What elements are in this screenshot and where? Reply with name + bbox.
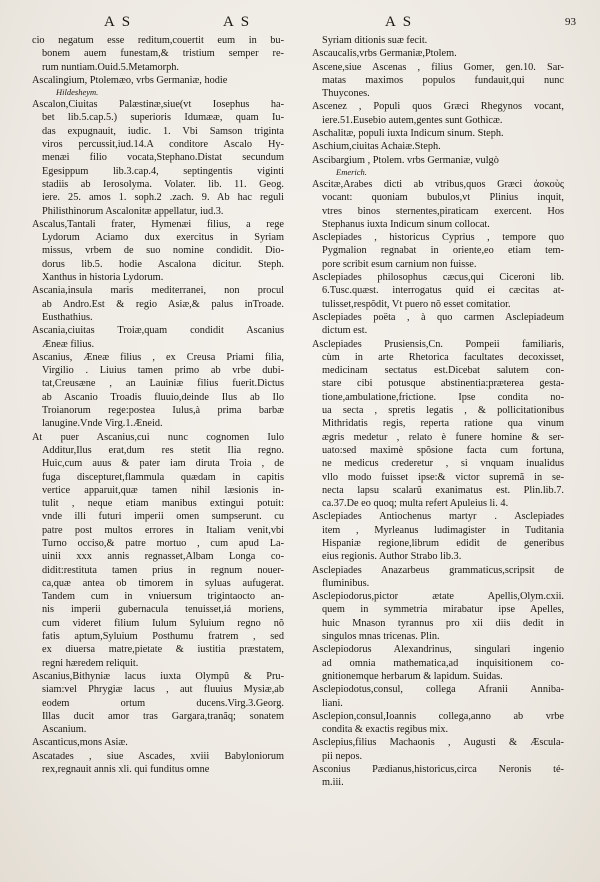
entry-line: Pygmalion regnabat in oriente,eo etiam tem- bbox=[322, 245, 564, 257]
entry-line: rex,regnauit annis xli. qui funditus omne bbox=[42, 764, 210, 776]
entry-line: bonem auem funestam,& tristium semper re- bbox=[42, 48, 284, 60]
page-number: 93 bbox=[565, 16, 576, 28]
entry-line: matas maximos populos fundauit,qui nunc bbox=[322, 74, 564, 86]
dictionary-entry bbox=[312, 683, 564, 710]
dictionary-entry bbox=[32, 324, 284, 351]
entry-line: item , Myrleanus ludimagister in Tuditania bbox=[322, 524, 564, 536]
dictionary-entry bbox=[32, 218, 284, 284]
entry-line: Ascitæ,Arabes dicti ab vtribus,quos Græci ἀσκοὺς bbox=[312, 178, 564, 190]
entry-line: gnitionemque herbarum & lapidum. Suidas. bbox=[322, 670, 503, 682]
entry-line: Ascania,ciuitas Troiæ,quam condidit Ascanius bbox=[32, 325, 284, 337]
entry-line: Eusthathius. bbox=[42, 311, 93, 323]
entry-line: Egesippum lib.3.cap.4, septingentis viginti bbox=[42, 165, 284, 177]
dictionary-entry bbox=[312, 643, 564, 683]
dictionary-entry bbox=[32, 284, 284, 324]
entry-line: Asclepiades Anazarbeus grammaticus,scripsit de bbox=[312, 564, 564, 576]
entry-line: das expugnauit, iudic. 1. Vbi Samson triginta bbox=[42, 125, 284, 137]
entry-line: uinii xxx annis regnasset,Albam Longa co- bbox=[42, 551, 284, 563]
entry-line: ex diuersa matre,pietate & iustitia præstatem, bbox=[42, 644, 284, 656]
entry-line: vocant: quoniam bubulos,vt Plinius inquit, bbox=[322, 192, 564, 204]
entry-line: Asclepiades , historicus Cyprius , tempore quo bbox=[312, 232, 564, 244]
entry-line: Hispaniæ regione,librum edidit de generibus bbox=[322, 537, 564, 549]
entry-line: Aschalitæ, populi iuxta Indicum sinum. Steph. bbox=[312, 128, 504, 140]
dictionary-entry bbox=[312, 311, 564, 338]
entry-line: vertice apparuit,quæ tamen nihil læsionis in- bbox=[42, 484, 284, 496]
entry-line: dorus lib.5. hodie Ascalona dicitur. Steph. bbox=[42, 258, 284, 270]
entry-line: Asclepiades philosophus cæcus,qui Ciceroni lib. bbox=[312, 272, 564, 284]
entry-line: uato:sed maximè spõsione facta cum fortuna, bbox=[322, 444, 564, 456]
entry-line: ca,quæ antea ob timorem in syluas aufugerat. bbox=[42, 577, 284, 589]
entry-line: liani. bbox=[322, 697, 343, 709]
entry-line: Asclepiodorus,pictor ætate Apellis,Olym.cxii. bbox=[312, 591, 564, 603]
entry-line: m.iii. bbox=[322, 777, 344, 789]
dictionary-entry bbox=[312, 763, 564, 790]
entry-line: condita & exactis regibus mix. bbox=[322, 724, 449, 736]
entry-line: Asclepiades poëta , à quo carmen Asclepiadeum bbox=[312, 311, 564, 323]
entry-line: vtres binos sternentes,piraticam exercent. Hos bbox=[322, 205, 564, 217]
entry-line: Asclepiodorus Alexandrinus, singulari ingenio bbox=[312, 644, 564, 656]
entry-line: lanugine.Vnde Virg.1.Æneid. bbox=[42, 418, 163, 430]
running-head-middle: A S bbox=[223, 14, 252, 30]
entry-line: regni hæredem reliquit. bbox=[42, 657, 139, 669]
entry-line: Ascalingium, Ptolemæo, vrbs Germaniæ, hodie bbox=[32, 74, 228, 86]
dictionary-entry bbox=[32, 736, 284, 749]
entry-line: eius regionis. Author Strabo lib.3. bbox=[322, 551, 462, 563]
entry-line: menæi filio vocata,Stephano.Distat secundum bbox=[42, 152, 284, 164]
entry-line: pore scribit esum carnium non fuisse. bbox=[322, 258, 477, 270]
dictionary-entry bbox=[32, 431, 284, 670]
entry-line: fluminibus. bbox=[322, 577, 370, 589]
entry-line: Virgilio . Liuius tamen primo ab vrbe dubi- bbox=[42, 365, 284, 377]
entry-line: tat,Creusæne , an Lauiniæ filius fuerit.Dictus bbox=[42, 378, 284, 390]
entry-line: Ascalon,Ciuitas Palæstinæ,siue(vt Iosephus ha- bbox=[32, 99, 284, 111]
dictionary-entry bbox=[312, 590, 564, 643]
entry-line: Ascania,insula maris mediterranei, non procul bbox=[32, 285, 284, 297]
entry-line: Ascene,siue Ascenas , filius Gomer, gen.10. Sar- bbox=[312, 61, 564, 73]
entry-line: Stephanus iuxta Indicum sinum collocat. bbox=[322, 218, 490, 230]
dictionary-entry bbox=[312, 271, 564, 311]
entry-line: Ascanius, Æneæ filius , ex Creusa Priami filia, bbox=[32, 351, 284, 363]
right-column bbox=[312, 34, 564, 870]
entry-line: dictum est. bbox=[322, 325, 368, 337]
dictionary-entry bbox=[32, 34, 284, 74]
entry-line: tione,ambulatione,frictione. Ipse condita no- bbox=[322, 391, 564, 403]
dictionary-entry bbox=[312, 564, 564, 591]
entry-line: ne medicus crederetur , si vnquam inualidus bbox=[322, 458, 564, 470]
dictionary-entry bbox=[32, 670, 284, 736]
dictionary-entry bbox=[312, 154, 564, 178]
entry-line: At puer Ascanius,cui nunc cognomen Iulo bbox=[32, 431, 284, 443]
running-head bbox=[0, 14, 600, 32]
entry-line: quem in symmetria mirabatur ipse Apelles, bbox=[322, 604, 564, 616]
entry-line: Ascanius,Bithyniæ lacus iuxta Olympũ & Pru- bbox=[32, 670, 284, 682]
entry-line: Asclepiodotus,consul, collega Afranii Anniba- bbox=[312, 684, 564, 696]
dictionary-entry bbox=[312, 231, 564, 271]
entry-line: ua secta , spretis legatis , & pollicitationibus bbox=[322, 405, 564, 417]
entry-line: Asconius Pædianus,historicus,circa Neronis té- bbox=[312, 764, 564, 776]
entry-line: patre post multos errores in Italiam venit,vbi bbox=[42, 524, 284, 536]
entry-line: Thuycones. bbox=[322, 88, 370, 100]
entry-line: necta lapsu scalarũ exanimatus est. Plin.lib.7. bbox=[322, 484, 564, 496]
entry-line: Additur,Ilus erat,dum res stetit Ilia regno. bbox=[42, 444, 284, 456]
dictionary-entry bbox=[32, 750, 284, 777]
entry-line: missus, vrbem de suo nomine condidit. Dio- bbox=[42, 245, 284, 257]
entry-line: Tandem cum in vniuersum trigintaocto an- bbox=[42, 591, 284, 603]
entry-line: Æneæ filius. bbox=[42, 338, 95, 350]
dictionary-entry bbox=[312, 710, 564, 737]
dictionary-entry bbox=[312, 61, 564, 101]
entry-line: vllo modo fuisset ipse:& victor supremã in se- bbox=[322, 471, 564, 483]
entry-line: Ascalus,Tantali frater, Hymenæi filius, a rege bbox=[32, 218, 284, 230]
dictionary-entry bbox=[312, 34, 564, 47]
entry-line: cio negatum esse reditum,couertit eum in bu- bbox=[32, 35, 284, 46]
dictionary-entry bbox=[32, 98, 284, 218]
entry-line: Illas ducit amor tras Gargara,tranãq; sonatem bbox=[42, 710, 284, 722]
entry-line: vnde illi futuri imperii omen sumpserunt. cu bbox=[42, 511, 284, 523]
entry-line: singulos mnas tricenas. Plin. bbox=[322, 631, 440, 643]
entry-line: ab Ascanio Troadis fluuio,deinde Ilus ab Ilo bbox=[42, 391, 284, 403]
dictionary-entry bbox=[312, 47, 564, 60]
entry-line: Troianorum rege:postea Iulus,à prima barbæ bbox=[42, 405, 284, 417]
entry-line: Asclepion,consul,Ioannis collega,anno ab vrbe bbox=[312, 710, 564, 722]
dictionary-entry bbox=[312, 510, 564, 563]
entry-line: ca.37.De eo quoq; multa refert Apuleius li. 4. bbox=[322, 498, 509, 510]
entry-line: Ascatades , siue Ascades, xviii Babyloniorum bbox=[32, 750, 284, 762]
entry-line: cum videret filium Iulum Syluium regno nõ bbox=[42, 617, 284, 629]
entry-line: Philisthinorum Ascalonitæ appellatur, iud.3. bbox=[42, 205, 224, 217]
entry-line: Turno occiso,& patre mortuo , cum apud La- bbox=[42, 537, 284, 549]
entry-line: siam:vel Phrygiæ lacus , aut fluuius Mysiæ,ab bbox=[42, 684, 284, 696]
entry-line: Syriam ditionis suæ fecit. bbox=[322, 35, 428, 46]
entry-line: Ascanium. bbox=[42, 724, 87, 736]
dictionary-entry bbox=[312, 100, 564, 127]
entry-line: stadiis ab Ierosolyma. Volater. lib. 11. Geog. bbox=[42, 178, 284, 190]
marginal-note: Emerich. bbox=[336, 166, 367, 177]
marginal-note: Hildesheym. bbox=[56, 87, 99, 98]
entry-line: Ascaucalis,vrbs Germaniæ,Ptolem. bbox=[312, 48, 457, 60]
entry-line: cùm in arte Rhetorica facultates decoxisset, bbox=[322, 351, 564, 363]
entry-line: ægris medetur , relato è funere homine & ser- bbox=[322, 431, 564, 443]
entry-line: tulit , neque etiam manibus extingui potuit: bbox=[42, 498, 284, 510]
dictionary-entry bbox=[32, 351, 284, 431]
entry-line: Huic,cum auus & pater iam diruta Troia , de bbox=[42, 458, 284, 470]
entry-line: tulisset,respõdit, Vt puero nõ esset comitatior. bbox=[322, 298, 511, 310]
entry-line: 6.Tusc.quæst. interrogatus quid ei cæcitas at- bbox=[322, 285, 564, 297]
entry-line: viros percussit,iud.14.A conditore Ascalo Hy- bbox=[42, 139, 284, 151]
entry-line: bet lib.5.cap.5.) superioris Idumææ, quam Iu- bbox=[42, 112, 284, 124]
entry-line: stare cibi potusque abstinentia:præterea gesta- bbox=[322, 378, 564, 390]
entry-line: pii nepos. bbox=[322, 750, 363, 762]
running-head-left: A S bbox=[104, 14, 133, 30]
dictionary-entry bbox=[32, 74, 284, 98]
entry-line: Ascenez , Populi quos Græci Rhegynos vocant, bbox=[312, 101, 564, 113]
entry-line: rum nuntiam.Ouid.5.Metamorph. bbox=[42, 61, 179, 73]
entry-line: Mithridatis regis, reperta ratione qua vinum bbox=[322, 418, 564, 430]
entry-line: fatis aptum,Syluium Posthumu fratrem , sed bbox=[42, 631, 284, 643]
entry-line: nis imperii gubernacula tenuisset,iá moriens, bbox=[42, 604, 284, 616]
entry-line: Asclepiades Prusiensis,Cn. Pompeii familiaris, bbox=[312, 338, 564, 350]
entry-line: Ascibargium , Ptolem. vrbs Germaniæ, vulgò bbox=[312, 154, 499, 166]
dictionary-entry bbox=[312, 127, 564, 140]
dictionary-entry bbox=[312, 736, 564, 763]
dictionary-entry bbox=[312, 140, 564, 153]
entry-line: iere.51.Eusebio autem,gentes sunt Gothicæ. bbox=[322, 114, 503, 126]
running-head-right: A S bbox=[385, 14, 414, 30]
entry-line: eodem ortum ducens.Virg.3.Georg. bbox=[42, 697, 284, 709]
entry-line: fuga discepturet,flammula quædam in capitis bbox=[42, 471, 284, 483]
dictionary-entry bbox=[312, 178, 564, 231]
entry-line: Aschium,ciuitas Achaiæ.Steph. bbox=[312, 141, 441, 153]
entry-line: Lydorum Aciamo dux exercitus in Syriam bbox=[42, 232, 284, 244]
entry-line: ab Andro.Est & regio Asiæ,& palus inTroade. bbox=[42, 298, 284, 310]
entry-line: Xanthus in historia Lydorum. bbox=[42, 272, 164, 284]
dictionary-entry bbox=[312, 338, 564, 511]
entry-line: didit:restituta tamen prius in regnum nouer- bbox=[42, 564, 284, 576]
entry-line: ad omnia mathematica,ad inquisitionem co- bbox=[322, 657, 564, 669]
entry-line: Asclepiades Antiochenus martyr . Asclepiades bbox=[312, 511, 564, 523]
left-column bbox=[32, 34, 284, 870]
entry-line: medicinam sectatus est.Dicebat salutem con- bbox=[322, 365, 564, 377]
entry-line: huic Mnason tyrannus pro xii diis dedit in bbox=[322, 617, 564, 629]
entry-line: iere. 25. amos 1. soph.2 .zach. 9. Ab hac reguli bbox=[42, 192, 284, 204]
entry-line: Asclepius,filius Machaonis , Augusti & Æscula- bbox=[312, 737, 564, 749]
entry-line: Ascanticus,mons Asiæ. bbox=[32, 737, 128, 749]
